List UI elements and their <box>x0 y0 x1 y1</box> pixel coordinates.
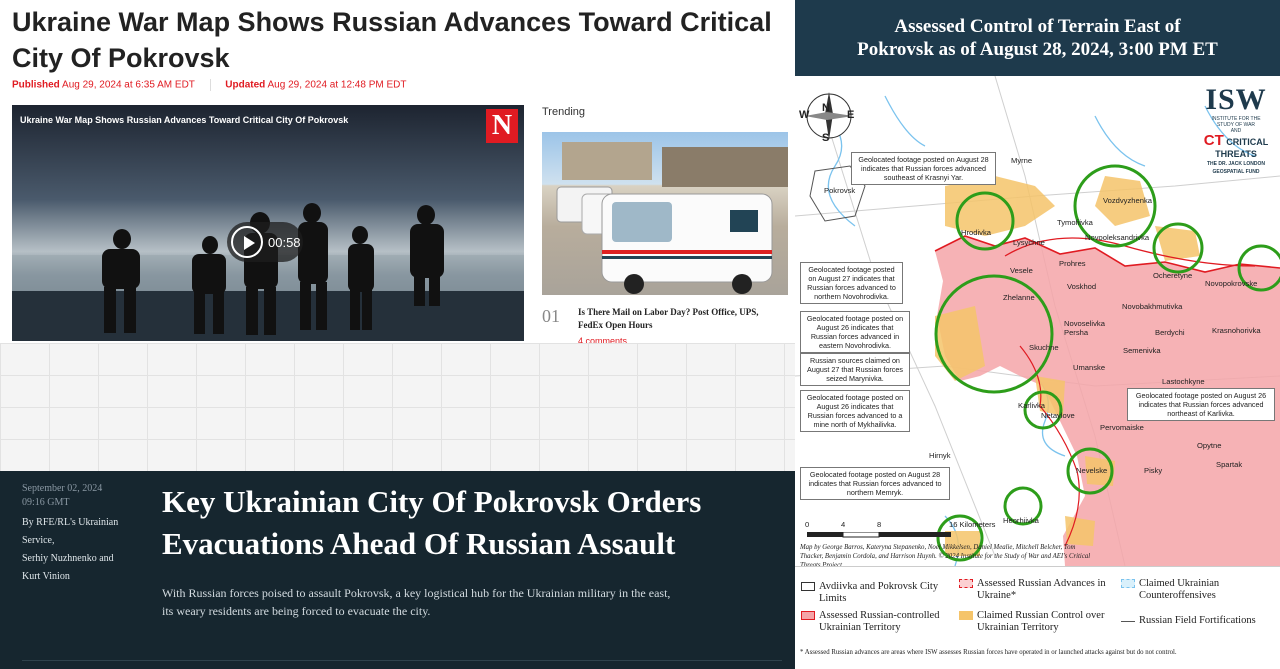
article-time: 09:16 GMT <box>22 497 70 508</box>
town-label: Berdychi <box>1155 328 1185 337</box>
article-byline <box>22 514 132 586</box>
scale-bar <box>803 520 1003 540</box>
legend-label: Assessed Russian Advances in Ukraine* <box>977 578 1106 601</box>
town-label: Krasnohorivka <box>1212 326 1261 335</box>
background-grid <box>0 343 795 471</box>
map-callout: Geolocated footage posted on August 26 indicates that Russian forces advanced to a mine north of Mykhailivka. <box>800 390 910 432</box>
scale-tick: 4 <box>841 520 846 529</box>
legend-swatch <box>1121 621 1135 622</box>
town-label: Hirnyk <box>929 451 951 460</box>
ct-logo-line2: THREATS <box>1215 149 1257 159</box>
legend-swatch <box>801 582 815 591</box>
town-label: Novooleksandrivka <box>1085 233 1150 242</box>
isw-logo-line2: STUDY OF WAR <box>1216 122 1256 128</box>
map-callout: Geolocated footage posted on August 26 indicates that Russian forces advanced in eastern Novohrodivka. <box>800 311 910 353</box>
article-title: Key Ukrainian City Of Pokrovsk Orders Evacuations Ahead Of Russian Assault <box>162 484 702 561</box>
town-label: Voskhod <box>1067 282 1097 291</box>
legend-assessed-advances <box>959 578 1121 602</box>
town-label: Pervomaiske <box>1100 423 1144 432</box>
article-date: September 02, 2024 <box>22 483 103 494</box>
scale-bar-graphic <box>807 532 957 540</box>
town-label: Vozdvyzhenka <box>1103 196 1152 205</box>
map-title <box>795 15 1280 61</box>
byline-service: By RFE/RL's Ukrainian Service, <box>22 517 119 546</box>
compass-e: E <box>847 109 855 121</box>
scale-tick: 16 Kilometers <box>949 520 996 529</box>
published-label: Published <box>12 79 60 91</box>
map-title-line-1: Assessed Control of Terrain East of <box>894 16 1181 37</box>
town-label: Pisky <box>1144 466 1163 475</box>
fund-line2: GEOSPATIAL FUND <box>1212 169 1260 175</box>
map-credit: Map by George Barros, Kateryna Stepanenko, Noel Mikkelsen, Daniel Mealie, Mitchell Belcher, Tom Thacker, Benjamin Cordola, and Harrison Huynh. © 2024 Institute for the Study of War and AEI's Critical <box>800 544 1091 560</box>
newsweek-article <box>0 0 795 343</box>
town-label: Tymofiivka <box>1057 218 1093 227</box>
map-callout: Geolocated footage posted on August 28 indicates that Russian forces advanced southeast of Krasnyi Yar. <box>851 152 996 185</box>
town-label: Prohres <box>1059 259 1086 268</box>
compass-w: W <box>799 109 810 121</box>
town-label: Semenivka <box>1123 346 1161 355</box>
legend-russian-controlled <box>801 610 961 634</box>
map-callout: Russian sources claimed on August 27 that Russian forces seized Marynivka. <box>800 353 910 386</box>
legend-city-limits <box>801 581 961 605</box>
town-label: Netaylove <box>1041 411 1075 420</box>
play-button[interactable] <box>227 222 303 262</box>
legend-fortifications <box>1121 615 1277 627</box>
map-callout: Geolocated footage posted on August 28 indicates that Russian forces advanced to northern Memryk. <box>800 467 950 500</box>
legend-label: Russian Field Fortifications <box>1139 615 1256 626</box>
scale-tick: 0 <box>805 520 810 529</box>
legend-claimed-control <box>959 610 1121 634</box>
divider <box>22 660 782 661</box>
town-label: Opytne <box>1197 441 1222 450</box>
isw-logo <box>1200 84 1272 175</box>
town-label: Novopokrovske <box>1205 279 1258 288</box>
legend-swatch <box>959 611 973 620</box>
compass-s: S <box>822 132 830 144</box>
rfe-article <box>0 471 795 669</box>
town-label: Pokrovsk <box>824 186 856 195</box>
map-legend <box>795 566 1280 646</box>
isw-logo-text: ISW <box>1205 83 1267 116</box>
town-label: Umanske <box>1073 363 1106 372</box>
newsweek-logo: N <box>486 109 518 143</box>
trending-rank: 01 <box>542 306 560 326</box>
legend-label: Avdiivka and Pokrovsk City Limits <box>819 581 939 604</box>
isw-logo-line1: INSTITUTE FOR THE <box>1211 116 1261 122</box>
article-dateline <box>22 482 102 510</box>
town-label: Ocheretyne <box>1153 271 1193 280</box>
legend-swatch <box>959 579 973 588</box>
video-player[interactable] <box>12 105 524 341</box>
updated-label: Updated <box>225 79 266 91</box>
map-callout: Geolocated footage posted on August 27 indicates that Russian forces advanced to northern Novohrodivka. <box>800 262 903 304</box>
town-label: Zhelanne <box>1003 293 1035 302</box>
town-label: Spartak <box>1216 460 1243 469</box>
compass-n: N <box>822 102 830 114</box>
video-title: Ukraine War Map Shows Russian Advances Toward Critical City Of Pokrovsk <box>20 115 349 125</box>
ct-logo: CT CRITICAL <box>1203 132 1269 149</box>
fund-line1: THE DR. JACK LONDON <box>1206 161 1266 167</box>
legend-claimed-counter <box>1121 578 1277 602</box>
byline-author-1[interactable]: Serhiy Nuzhnenko and <box>22 553 114 564</box>
town-label: Myrne <box>1011 156 1033 165</box>
article-headline: Ukraine War Map Shows Russian Advances Toward Critical City Of Pokrovsk <box>12 7 772 73</box>
isw-map-panel <box>795 0 1280 669</box>
town-label: Novobakhmutivka <box>1122 302 1183 311</box>
meta-divider <box>210 79 211 91</box>
legend-swatch <box>1121 579 1135 588</box>
town-label: Heorhiivka <box>1003 516 1039 525</box>
legend-swatch <box>801 611 815 620</box>
map-footnote: * Assessed Russian advances are areas where ISW assesses Russian forces have operated in or launched attacks against but do not control. <box>800 649 1177 656</box>
legend-label: Assessed Russian-controlled Ukrainian Territory <box>819 610 940 633</box>
town-label: Hrodivka <box>961 228 991 237</box>
map-title-line-2: Pokrovsk as of August 28, 2024, 3:00 PM ET <box>857 39 1218 60</box>
map-callout: Geolocated footage posted on August 26 indicates that Russian forces advanced northeast of Karlivka. <box>1127 388 1275 421</box>
video-duration: 00:58 <box>268 234 301 250</box>
published-date: Aug 29, 2024 at 6:35 AM EDT <box>62 79 195 91</box>
town-label: Nevelske <box>1076 466 1108 475</box>
trending-mail-truck-image[interactable] <box>542 132 788 295</box>
trending-article-link[interactable]: Is There Mail on Labor Day? Post Office, UPS, FedEx Open Hours <box>578 307 759 330</box>
updated-date: Aug 29, 2024 at 12:48 PM EDT <box>267 79 407 91</box>
trending-heading: Trending <box>542 106 586 118</box>
byline-author-2[interactable]: Kurt Vinion <box>22 571 70 582</box>
town-label: Vesele <box>1010 266 1033 275</box>
play-icon <box>231 226 263 258</box>
legend-label: Claimed Ukrainian Counteroffensives <box>1139 578 1220 601</box>
scale-tick: 8 <box>877 520 882 529</box>
mail-truck-illustration <box>542 132 788 295</box>
town-label: Skuchne <box>1029 343 1059 352</box>
article-lede: With Russian forces poised to assault Pokrovsk, a key logistical hub for the Ukrainian military in the east, its weary residents are being forced to evacuate the city. <box>162 586 671 618</box>
legend-label: Claimed Russian Control over Ukrainian Territory <box>977 610 1105 633</box>
article-meta <box>12 79 407 91</box>
town-label: Karlivka <box>1018 401 1046 410</box>
town-label: Novoselivka Persha <box>1064 319 1105 337</box>
isw-logo-and: AND <box>1230 128 1242 134</box>
ct-logo-line1: CRITICAL <box>1226 137 1269 147</box>
town-label: Lysychne <box>1013 238 1045 247</box>
trending-comments-link[interactable]: 4 comments <box>578 336 628 343</box>
town-label: Lastochkyne <box>1162 377 1205 386</box>
